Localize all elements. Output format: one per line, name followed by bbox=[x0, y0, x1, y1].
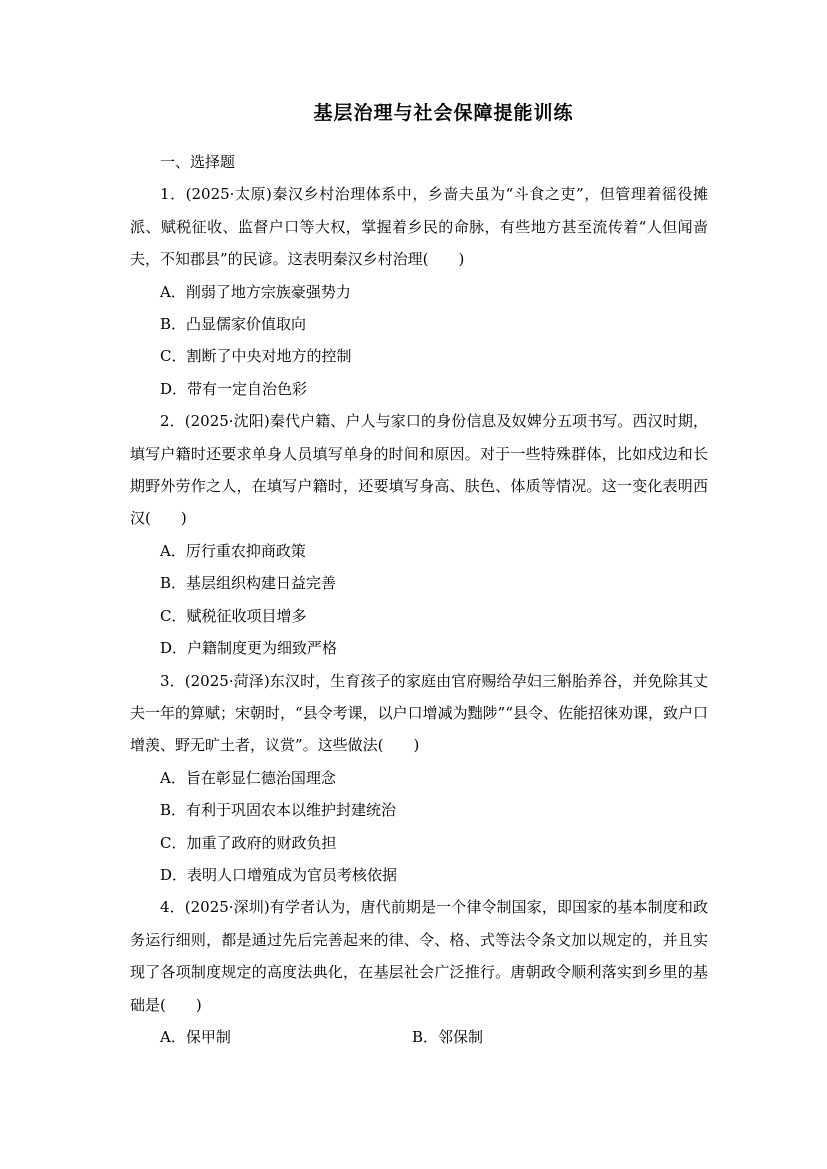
page-title: 基层治理与社会保障提能训练 bbox=[313, 102, 574, 124]
question-2-stem: 2．(2025·沈阳)秦代户籍、户人与家口的身份信息及奴婢分五项书写。西汉时期，填写户籍时还要求单身人员填写单身的时间和原因。对于一些特殊群体，比如戍边和长期野外劳作之人，在填写户籍时，还要填写身高、肤色、体质等情况。这一变化表明西汉( ) bbox=[130, 412, 708, 528]
question-4-options-row bbox=[130, 1021, 708, 1053]
question-2-option-a: A．厉行重农抑商政策 bbox=[160, 541, 306, 560]
question-4-option-a: A．保甲制 bbox=[160, 1027, 231, 1046]
question-4-option-b: B．邻保制 bbox=[412, 1027, 484, 1046]
question-3-option-b: B．有利于巩固农本以维护封建统治 bbox=[160, 801, 397, 820]
question-1-option-d: D．带有一定自治色彩 bbox=[160, 379, 308, 398]
question-4-stem: 4．(2025·深圳)有学者认为，唐代前期是一个律令制国家，即国家的基本制度和政务运行细则，都是通过先后完善起来的律、令、格、式等法令条文加以规定的，并且实现了各项制度规定的高度法典化，在基层社会广泛推行。唐朝政令顺利落实到乡里的基础是( ) bbox=[130, 898, 708, 1014]
question-3-option-d: D．表明人口增殖成为官员考核依据 bbox=[160, 865, 398, 884]
question-1-stem: 1．(2025·太原)秦汉乡村治理体系中，乡啬夫虽为“斗食之吏”，但管理着徭役摊派、赋税征收、监督户口等大权，掌握着乡民的命脉，有些地方甚至流传着“人但闻啬夫，不知郡县”的民谚。这表明秦汉乡村治理( ) bbox=[130, 185, 708, 269]
question-3-option-a: A．旨在彰显仁德治国理念 bbox=[160, 768, 336, 787]
question-1-option-c: C．割断了中央对地方的控制 bbox=[160, 347, 352, 366]
question-2-option-b: B．基层组织构建日益完善 bbox=[160, 574, 337, 593]
question-1-option-a: A．削弱了地方宗族豪强势力 bbox=[160, 282, 351, 301]
question-3-stem: 3．(2025·菏泽)东汉时，生育孩子的家庭由官府赐给孕妇三斛胎养谷，并免除其丈夫一年的算赋；宋朝时，“县令考课，以户口增减为黜陟”“县令、佐能招徕劝课，致户口增羡、野无旷土者，议赏”。这些做法( ) bbox=[130, 671, 709, 755]
document-body bbox=[130, 146, 708, 1053]
section-heading: 一、选择题 bbox=[160, 153, 236, 171]
question-2-option-d: D．户籍制度更为细致严格 bbox=[160, 639, 338, 658]
question-3-option-c: C．加重了政府的财政负担 bbox=[160, 833, 337, 852]
question-1-option-b: B．凸显儒家价值取向 bbox=[160, 315, 307, 334]
question-2-option-c: C．赋税征收项目增多 bbox=[160, 606, 307, 625]
